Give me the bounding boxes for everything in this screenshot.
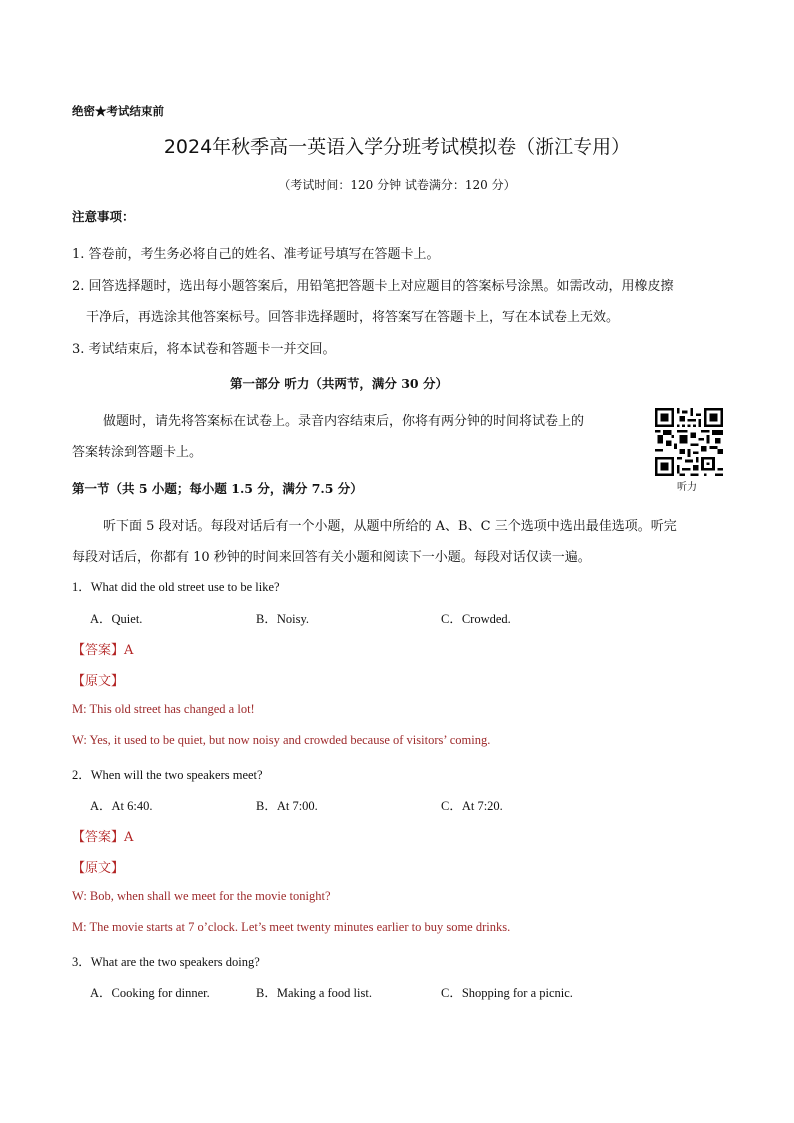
qr-caption: 听力	[677, 482, 697, 493]
listening-qr-code[interactable]	[655, 408, 723, 476]
question-3-option-b[interactable]: B．Making a food list.	[256, 986, 372, 1000]
note-item-2: 2. 回答选择题时，选出每小题答案后，用铅笔把答题卡上对应题目的答案标号涂黑。如需改动，用橡皮擦	[72, 279, 674, 294]
confidential-label: 绝密★考试结束前	[72, 104, 164, 118]
exam-time-info: （考试时间：120 分钟 试卷满分：120 分）	[278, 178, 516, 192]
question-2-option-c[interactable]: C．At 7:20.	[441, 799, 503, 813]
section1-intro: 听下面 5 段对话。每段对话后有一个小题，从题中所给的 A、B、C 三个选项中选出最佳选项。听完	[103, 519, 677, 534]
question-1-option-b[interactable]: B．Noisy.	[256, 612, 310, 626]
exam-title: 2024年秋季高一英语入学分班考试模拟卷（浙江专用）	[163, 136, 631, 158]
question-3-option-c[interactable]: C．Shopping for a picnic.	[441, 986, 573, 1000]
part1-heading: 第一部分 听力（共两节，满分 30 分）	[230, 376, 448, 391]
note-item-3: 3. 考试结束后，将本试卷和答题卡一并交回。	[72, 342, 336, 357]
question-2-transcript-label: 【原文】	[72, 861, 125, 876]
question-3-option-a[interactable]: A．Cooking for dinner.	[90, 986, 210, 1000]
part1-intro-continued: 答案转涂到答题卡上。	[72, 445, 203, 460]
question-1-transcript-line-2: W: Yes, it used to be quiet, but now noisy and crowded because of visitors’ coming.	[72, 733, 491, 747]
question-2-transcript-line-1: W: Bob, when shall we meet for the movie tonight?	[72, 889, 331, 903]
note-item-1: 1. 答卷前，考生务必将自己的姓名、准考证号填写在答题卡上。	[72, 247, 440, 262]
question-1-option-a[interactable]: A．Quiet.	[90, 612, 143, 626]
question-1-transcript-label: 【原文】	[72, 674, 125, 689]
question-1-answer: 【答案】A	[72, 643, 134, 658]
question-1-stem: 1．What did the old street use to be like?	[72, 580, 280, 594]
part1-intro: 做题时，请先将答案标在试卷上。录音内容结束后，你将有两分钟的时间将试卷上的	[103, 414, 585, 429]
question-2-transcript-line-2: M: The movie starts at 7 o’clock. Let’s meet twenty minutes earlier to buy some drinks.	[72, 920, 511, 934]
question-1-transcript-line-1: M: This old street has changed a lot!	[72, 702, 255, 716]
question-2-option-b[interactable]: B．At 7:00.	[256, 799, 318, 813]
note-item-2-continued: 干净后，再选涂其他答案标号。回答非选择题时，将答案写在答题卡上，写在本试卷上无效。	[86, 310, 620, 325]
question-2-answer: 【答案】A	[72, 830, 134, 845]
section1-intro-continued: 每段对话后，你都有 10 秒钟的时间来回答有关小题和阅读下一小题。每段对话仅读一遍。	[72, 550, 591, 565]
question-2-stem: 2．When will the two speakers meet?	[72, 768, 263, 782]
notes-heading: 注意事项：	[72, 209, 135, 224]
section1-heading: 第一节（共 5 小题；每小题 1.5 分，满分 7.5 分）	[72, 481, 363, 496]
question-2-option-a[interactable]: A．At 6:40.	[90, 799, 153, 813]
question-1-option-c[interactable]: C．Crowded.	[441, 612, 511, 626]
question-3-stem: 3．What are the two speakers doing?	[72, 955, 260, 969]
